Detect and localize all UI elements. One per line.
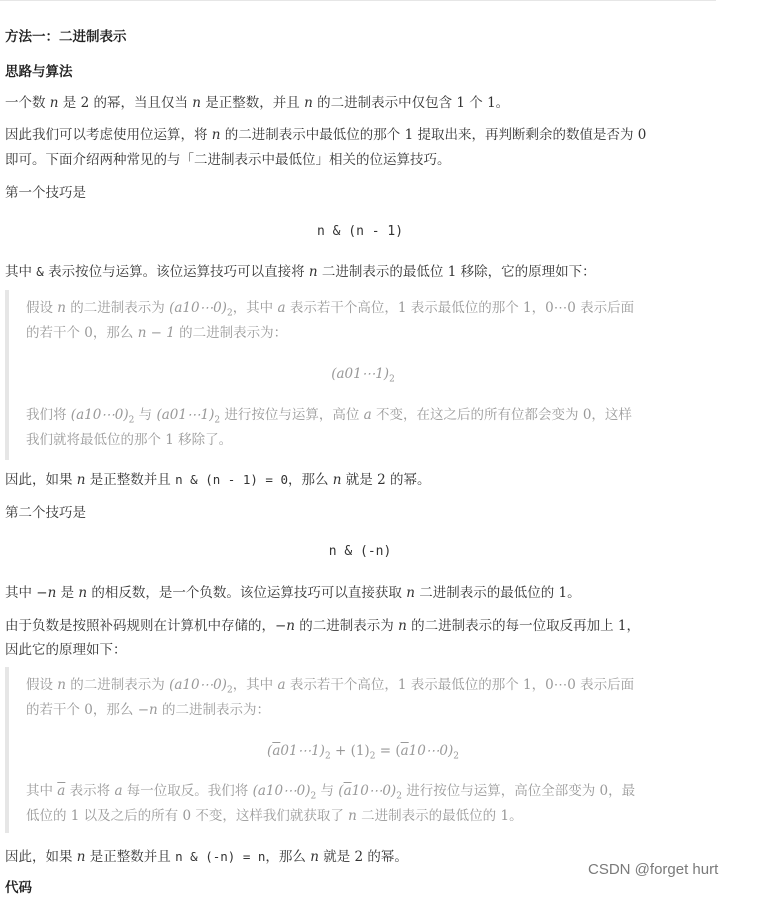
quote2-line3: 其中 $\overline{a}$ 表示将 a 每一位取反。我们将 $(a10\cdots 0)_2$ 与 $(\overline{a}10\cdots 0)_2$ 进行按位与运算，高位全部变为 0，最 [26, 783, 636, 802]
paragraph-approach-line1: 因此我们可以考虑使用位运算，将 n 的二进制表示中最低位的那个 1 提取出来，再判断剩余的数值是否为 0 [5, 127, 647, 143]
quote2-line4: 低位的 1 以及之后的所有 0 不变，这样我们就获取了 n 二进制表示的最低位的 1。 [26, 808, 523, 824]
trick2-formula: n & (-n) [328, 544, 392, 559]
quote2-line1: 假设 n 的二进制表示为 $(a10\cdots 0)_2$，其中 a 表示若干个高位，1 表示最低位的那个 1，0⋯0 表示后面 [26, 677, 635, 696]
quote1-line2: 的若干个 0，那么 n − 1 的二进制表示为： [26, 325, 288, 341]
heading-method: 方法一：二进制表示 [5, 29, 127, 45]
conclusion2: 因此，如果 n 是正整数并且 n & (-n) = n，那么 n 就是 2 的幂。 [5, 849, 408, 865]
quote1-line1: 假设 n 的二进制表示为 $(a10\cdots 0)_2$，其中 a 表示若干个高位，1 表示最低位的那个 1，0⋯0 表示后面 [26, 300, 635, 319]
trick1-formula: n & (n - 1) [316, 224, 404, 239]
paragraph-twos-complement-line1: 由于负数是按照补码规则在计算机中存储的，−n 的二进制表示为 n 的二进制表示的每一位取反再加上 1， [5, 618, 640, 634]
quote2-center-formula: $(\overline{a}01\cdots 1)_2 + (1)_2$ = $(\overline{a}10\cdots 0)_2$ [267, 743, 459, 762]
trick2-label: 第二个技巧是 [5, 505, 86, 521]
blockquote-trick1 [5, 290, 717, 460]
paragraph-definition: 一个数 n 是 2 的幂，当且仅当 n 是正整数，并且 n 的二进制表示中仅包含 1 个 1。 [5, 95, 510, 111]
paragraph-approach-line2: 即可。下面介绍两种常见的与「二进制表示中最低位」相关的位运算技巧。 [5, 152, 451, 168]
blockquote-trick2 [5, 667, 717, 833]
trick1-label: 第一个技巧是 [5, 185, 86, 201]
heading-code: 代码 [5, 880, 32, 896]
paragraph-twos-complement-line2: 因此它的原理如下： [5, 642, 127, 658]
quote1-line4: 我们就将最低位的那个 1 移除了。 [26, 432, 233, 448]
heading-idea: 思路与算法 [5, 64, 73, 80]
trick2-description: 其中 −n 是 n 的相反数，是一个负数。该位运算技巧可以直接获取 n 二进制表示的最低位的 1。 [5, 585, 581, 601]
trick1-description: 其中 & 表示按位与运算。该位运算技巧可以直接将 n 二进制表示的最低位 1 移除，它的原理如下： [5, 264, 596, 280]
quote2-line2: 的若干个 0，那么 −n 的二进制表示为： [26, 702, 270, 718]
csdn-watermark: CSDN @forget hurt [588, 861, 719, 878]
quote1-line3: 我们将 $(a10\cdots 0)_2$ 与 $(a01\cdots 1)_2$ 进行按位与运算，高位 a 不变，在这之后的所有位都会变为 0，这样 [26, 407, 632, 426]
top-divider [0, 0, 716, 1]
conclusion1: 因此，如果 n 是正整数并且 n & (n - 1) = 0，那么 n 就是 2 的幂。 [5, 472, 431, 488]
quote1-center-formula: $(a01\cdots 1)_2$ [331, 366, 395, 385]
